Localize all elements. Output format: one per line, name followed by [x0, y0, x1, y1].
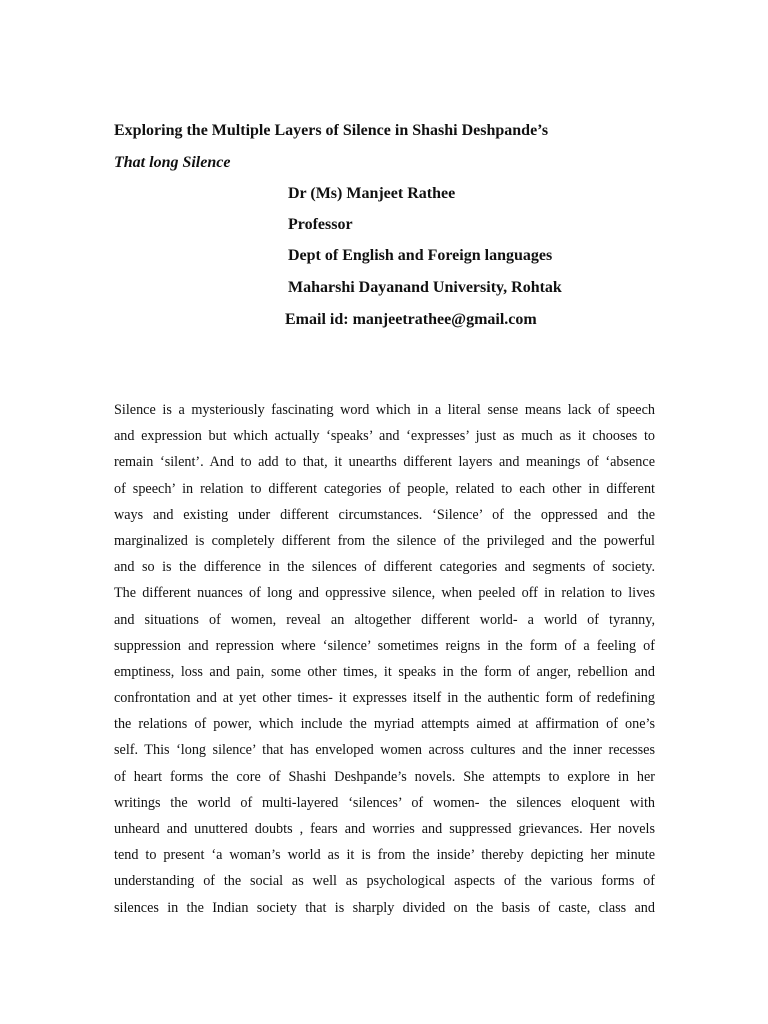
- body-line: The different nuances of long and oppressive silence, when peeled off in relation to lives: [114, 585, 655, 602]
- body-line: tend to present ‘a woman’s world as it is from the inside’ thereby depicting her minute: [114, 847, 655, 864]
- body-line: self. This ‘long silence’ that has enveloped women across cultures and the inner recesses: [114, 742, 655, 759]
- body-line: silences in the Indian society that is sharply divided on the basis of caste, class and: [114, 899, 655, 916]
- body-line: marginalized is completely different from the silence of the privileged and the powerful: [114, 532, 655, 549]
- body-line: emptiness, loss and pain, some other times, it speaks in the form of anger, rebellion and: [114, 663, 655, 680]
- body-line: understanding of the social as well as psychological aspects of the various forms of: [114, 873, 655, 890]
- body-line: of heart forms the core of Shashi Deshpande’s novels. She attempts to explore in her: [114, 768, 655, 785]
- body-paragraph: [114, 397, 655, 921]
- body-line: Silence is a mysteriously fascinating word which in a literal sense means lack of speech: [114, 402, 655, 418]
- body-line: confrontation and at yet other times- it expresses itself in the authentic form of redefining: [114, 690, 655, 707]
- article-title-italic: That long Silence: [114, 154, 231, 171]
- author-email: Email id: manjeetrathee@gmail.com: [285, 311, 537, 328]
- body-line: the relations of power, which include the myriad attempts aimed at affirmation of one’s: [114, 716, 655, 733]
- body-line: of speech’ in relation to different categories of people, related to each other in different: [114, 480, 655, 497]
- body-line: and situations of women, reveal an altogether different world- a world of tyranny,: [114, 611, 655, 628]
- body-line: and so is the difference in the silences of different categories and segments of society.: [114, 559, 655, 576]
- body-line: unheard and unuttered doubts , fears and worries and suppressed grievances. Her novels: [114, 821, 655, 837]
- body-line: suppression and repression where ‘silence’ sometimes reigns in the form of a feeling of: [114, 637, 655, 654]
- author-department: Dept of English and Foreign languages: [288, 247, 553, 264]
- author-university: Maharshi Dayanand University, Rohtak: [288, 279, 562, 296]
- author-position: Professor: [288, 216, 353, 233]
- article-title: Exploring the Multiple Layers of Silence in Shashi Deshpande’s: [114, 122, 549, 139]
- author-name: Dr (Ms) Manjeet Rathee: [288, 185, 456, 202]
- body-line: remain ‘silent’. And to add to that, it unearths different layers and meanings of ‘absence: [114, 454, 655, 471]
- body-line: writings the world of multi-layered ‘silences’ of women- the silences eloquent with: [114, 794, 655, 811]
- body-line: ways and existing under different circumstances. ‘Silence’ of the oppressed and the: [114, 506, 655, 523]
- body-line: and expression but which actually ‘speaks’ and ‘expresses’ just as much as it chooses to: [114, 428, 655, 445]
